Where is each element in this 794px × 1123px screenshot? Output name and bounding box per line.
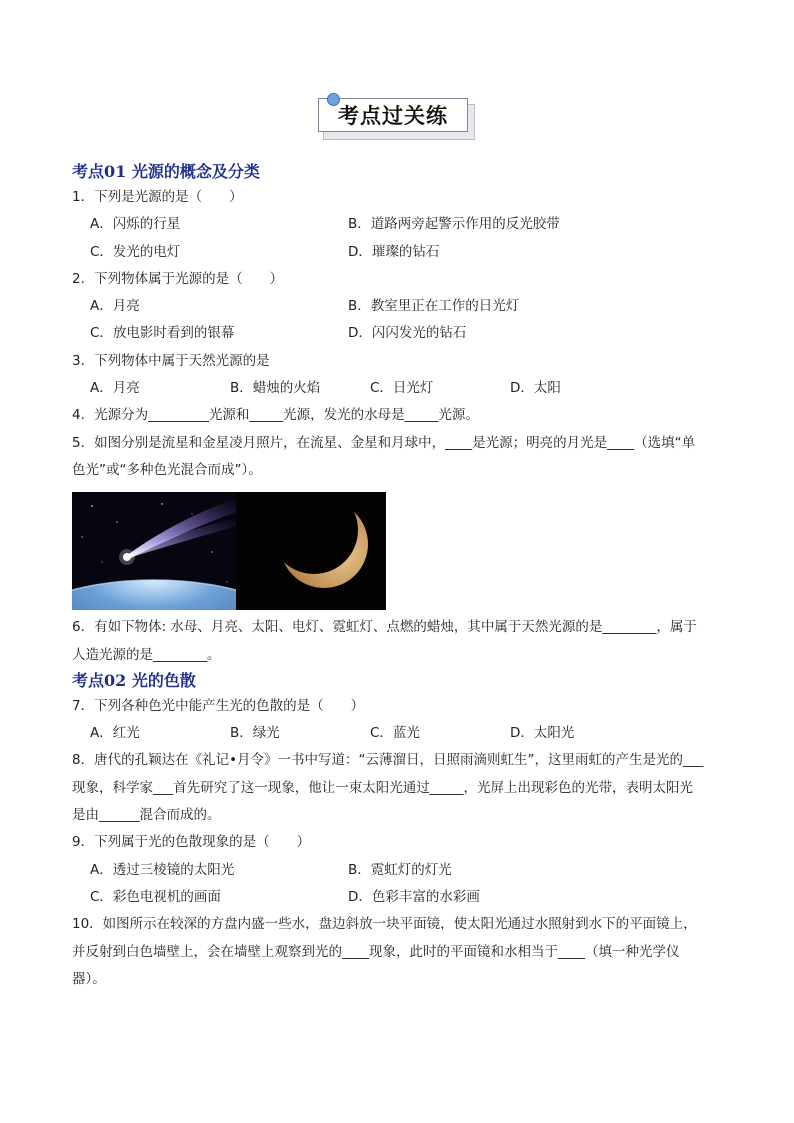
- option-c: C．彩色电视机的画面: [90, 888, 221, 905]
- title-banner: [318, 98, 478, 144]
- section-heading-1: 考点01 光源的概念及分类: [72, 162, 260, 181]
- question-10-line1: 10．如图所示在较深的方盘内盛一些水，盘边斜放一块平面镜，使太阳光通过水照射到水下的平面镜上，: [72, 916, 697, 933]
- question-8-line1: 8．唐代的孔颖达在《礼记•月令》一书中写道：“云薄溜日，日照雨滴则虹生”，这里雨虹的产生是光的___: [72, 752, 704, 769]
- option-b: B．道路两旁起警示作用的反光胶带: [348, 216, 560, 233]
- question-1-options-row2: [72, 239, 726, 266]
- option-c: C．放电影时看到的银幕: [90, 325, 235, 342]
- option-b: B．绿光: [230, 725, 280, 742]
- option-b: B．蜡烛的火焰: [230, 380, 321, 397]
- option-d: D．太阳: [510, 380, 561, 397]
- question-5-line2: 色光”或“多种色光混合而成”）。: [72, 461, 262, 478]
- option-a: A．月亮: [90, 380, 140, 397]
- question-8-line2: 现象，科学家___首先研究了这一现象，他让一束太阳光通过_____，光屏上出现彩色的光带，表明太阳光: [72, 779, 693, 796]
- option-d: D．色彩丰富的水彩画: [348, 888, 480, 905]
- question-9-options-row1: [72, 857, 726, 884]
- option-b: B．霓虹灯的灯光: [348, 861, 452, 878]
- option-c: C．发光的电灯: [90, 243, 181, 260]
- question-3-stem: 3．下列物体中属于天然光源的是: [72, 352, 270, 369]
- question-4: 4．光源分为_________光源和_____光源，发光的水母是_____光源。: [72, 407, 479, 424]
- worksheet-content: [72, 160, 726, 993]
- option-a: A．闪烁的行星: [90, 216, 181, 233]
- question-5-photos: [72, 492, 726, 610]
- question-5-line1: 5．如图分别是流星和金星凌月照片，在流星、金星和月球中，____是光源；明亮的月光是____（选填“单: [72, 434, 696, 451]
- crescent-moon-photo: [236, 492, 386, 610]
- question-10-line2: 并反射到白色墙壁上，会在墙壁上观察到光的____现象，此时的平面镜和水相当于____（填一种光学仪: [72, 943, 680, 960]
- question-10-line3: 器）。: [72, 970, 106, 987]
- banner-dot-icon: [327, 93, 340, 106]
- option-a: A．月亮: [90, 298, 140, 315]
- question-2-options-row2: [72, 320, 726, 347]
- option-d: D．璀璨的钻石: [348, 243, 440, 260]
- option-b: B．教室里正在工作的日光灯: [348, 298, 520, 315]
- question-6-line1: 6．有如下物体: 水母、月亮、太阳、电灯、霓虹灯、点燃的蜡烛，其中属于天然光源的是________，属于: [72, 619, 697, 636]
- question-1-stem: 1．下列是光源的是（ ）: [72, 189, 243, 205]
- question-7-stem: 7．下列各种色光中能产生光的色散的是（ ）: [72, 697, 365, 714]
- question-2-stem: 2．下列物体属于光源的是（ ）: [72, 270, 284, 287]
- option-d: D．闪闪发光的钻石: [348, 325, 467, 342]
- option-c: C．日光灯: [370, 380, 434, 397]
- section-heading-2: 考点02 光的色散: [72, 670, 196, 690]
- question-6-line2: 人造光源的是________。: [72, 646, 221, 663]
- option-d: D．太阳光: [510, 725, 575, 742]
- question-9-options-row2: [72, 884, 726, 911]
- option-a: A．红光: [90, 725, 140, 742]
- banner-title: 考点过关练: [318, 98, 468, 132]
- question-7-options: [72, 720, 726, 747]
- question-3-options: [72, 375, 726, 402]
- option-c: C．蓝光: [370, 725, 420, 742]
- question-2-options-row1: [72, 293, 726, 320]
- comet-photo: [72, 492, 236, 610]
- option-a: A．透过三棱镜的太阳光: [90, 861, 235, 878]
- question-1-options-row1: [72, 211, 726, 238]
- question-9-stem: 9．下列属于光的色散现象的是（ ）: [72, 834, 311, 851]
- question-8-line3: 是由______混合而成的。: [72, 807, 221, 824]
